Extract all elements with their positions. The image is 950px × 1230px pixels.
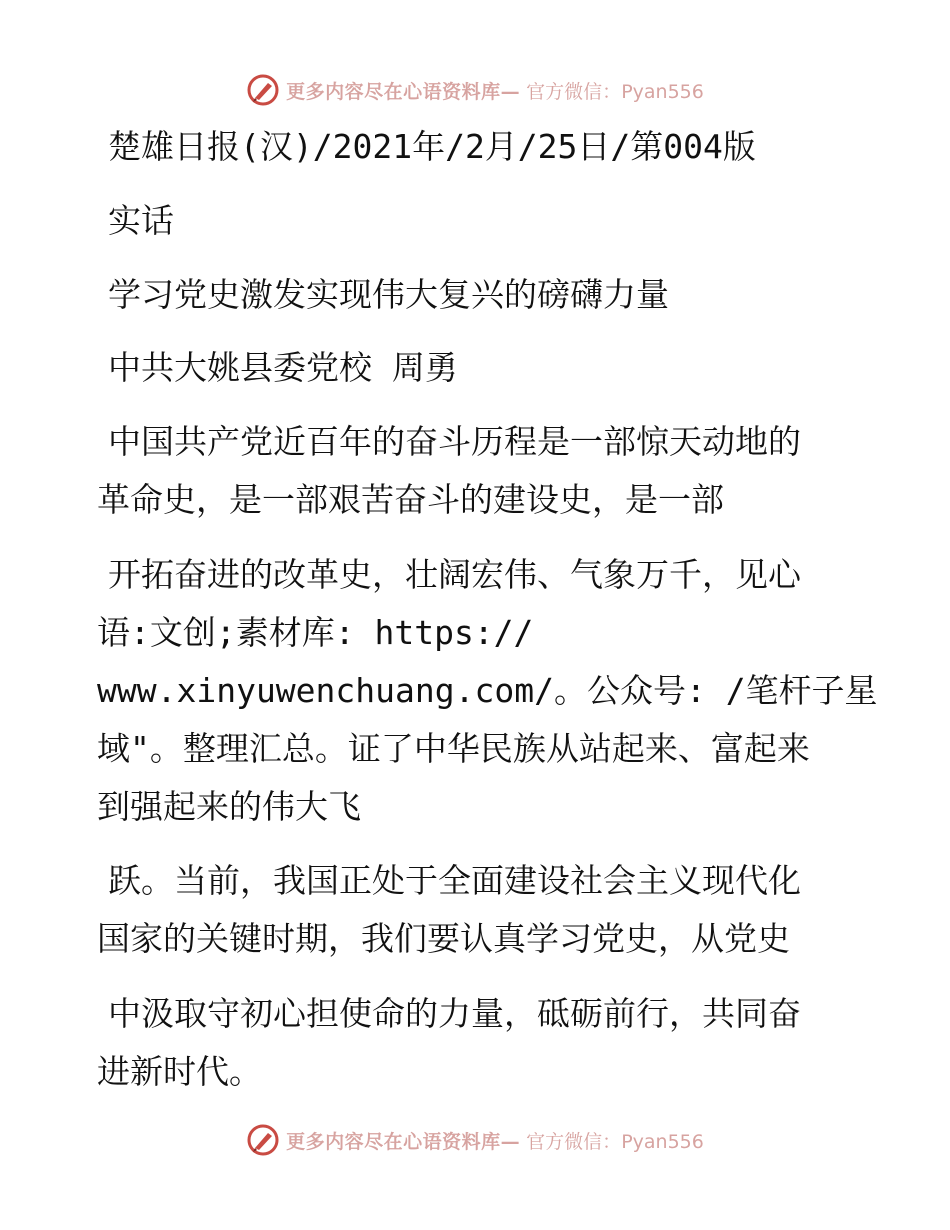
body-line: 进新时代。 (97, 1052, 262, 1091)
body-line: 到强起来的伟大飞 (97, 787, 361, 826)
watermark-banner-bottom (0, 1120, 950, 1160)
body-line: 国家的关键时期，我们要认真学习党史，从党史 (97, 919, 790, 958)
column-name: 实话 (108, 201, 174, 240)
body-line: 跃。当前，我国正处于全面建设社会主义现代化 (108, 861, 801, 900)
watermark-text: 更多内容尽在心语资料库— (286, 80, 521, 103)
article-byline: 中共大姚县委党校 周勇 (108, 348, 458, 387)
watermark-contact-id: Pyan556 (621, 80, 704, 103)
body-line: 开拓奋进的改革史，壮阔宏伟、气象万千，见心 (108, 555, 801, 594)
pen-logo-icon (246, 1123, 280, 1157)
body-line: 域"。整理汇总。证了中华民族从站起来、富起来 (97, 729, 810, 768)
body-line: 中汲取守初心担使命的力量，砥砺前行，共同奋 (108, 994, 801, 1033)
body-line: www.xinyuwenchuang.com/。公众号: /笔杆子星 (97, 671, 878, 710)
watermark-contact (526, 1127, 704, 1154)
watermark-contact-label: 官方微信： (526, 1130, 622, 1153)
body-line: 革命史，是一部艰苦奋斗的建设史，是一部 (97, 480, 724, 519)
watermark-text: 更多内容尽在心语资料库— (286, 1130, 521, 1153)
watermark-banner-top (0, 70, 950, 110)
pen-logo-icon (246, 73, 280, 107)
watermark-contact-label: 官方微信： (526, 80, 622, 103)
article-headline: 学习党史激发实现伟大复兴的磅礴力量 (108, 275, 669, 314)
body-line: 中国共产党近百年的奋斗历程是一部惊天动地的 (108, 422, 801, 461)
watermark-contact (526, 77, 704, 104)
body-line: 语:文创;素材库: https:// (97, 613, 534, 652)
publication-meta: 楚雄日报(汉)/2021年/2月/25日/第004版 (108, 127, 756, 166)
watermark-contact-id: Pyan556 (621, 1130, 704, 1153)
